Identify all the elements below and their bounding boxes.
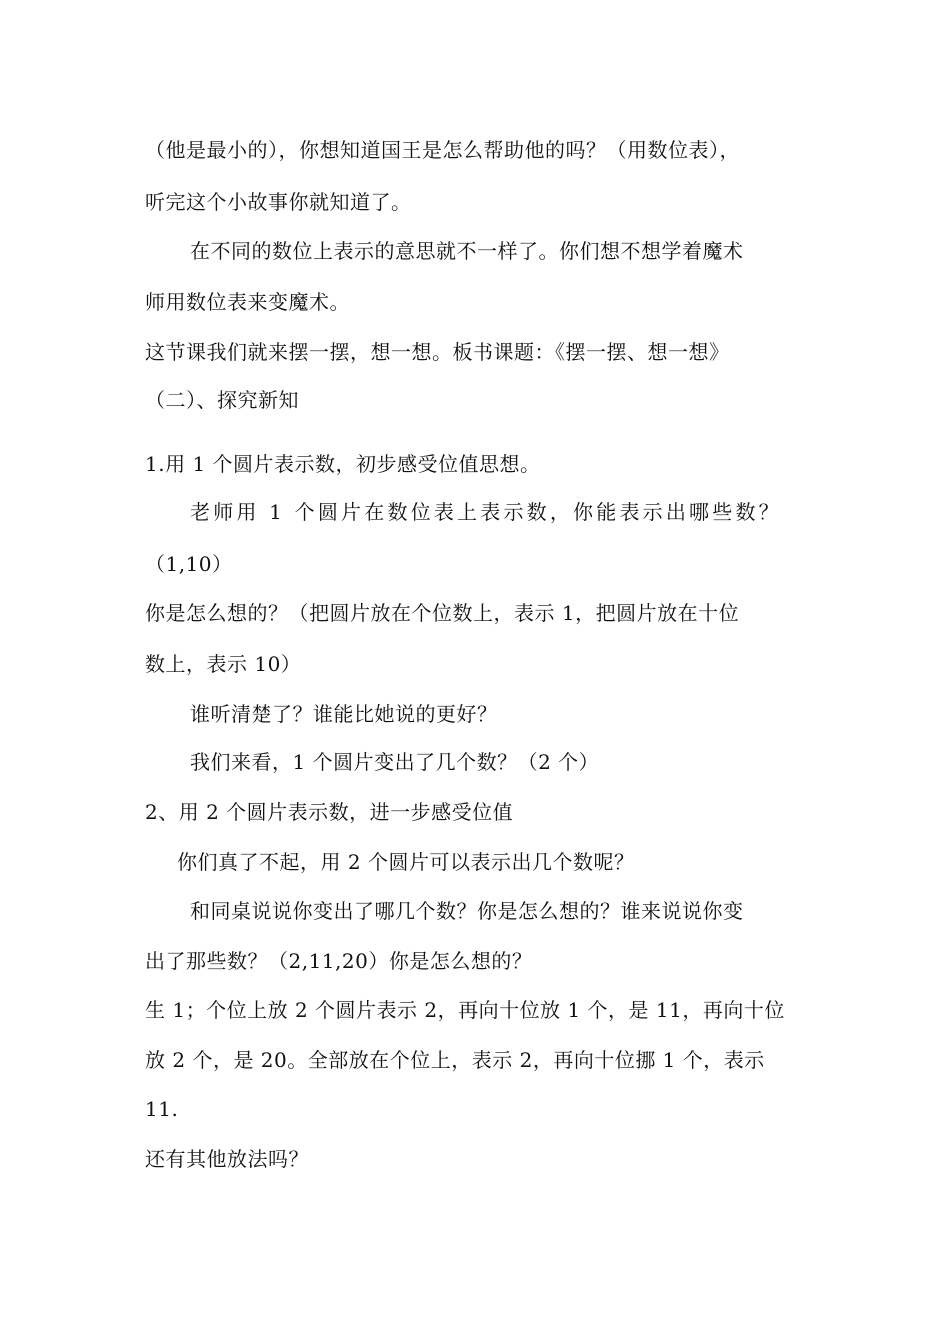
text-line-11: 数上，表示 10） xyxy=(145,652,302,676)
text-line-13: 我们来看，1 个圆片变出了几个数？（2 个） xyxy=(190,750,600,774)
text-line-8: 老师用 1 个圆片在数位表上表示数，你能表示出哪些数？ xyxy=(190,500,782,524)
text-line-3: 在不同的数位上表示的意思就不一样了。你们想不想学着魔术 xyxy=(190,239,744,263)
text-line-19: 放 2 个，是 20。全部放在个位上，表示 2，再向十位挪 1 个，表示 xyxy=(145,1048,765,1072)
text-line-20: 11. xyxy=(145,1097,179,1121)
text-line-17: 出了那些数？（2,11,20）你是怎么想的？ xyxy=(145,949,533,973)
text-line-21: 还有其他放法吗？ xyxy=(145,1147,309,1171)
section-heading: （二）、探究新知 xyxy=(145,388,299,412)
text-line-7: 1.用 1 个圆片表示数，初步感受位值思想。 xyxy=(145,452,541,476)
text-line-5: 这节课我们就来摆一摆，想一想。板书课题：《摆一摆、想一想》 xyxy=(145,340,730,364)
text-line-14: 2、用 2 个圆片表示数，进一步感受位值 xyxy=(145,800,514,824)
text-line-1: （他是最小的），你想知道国王是怎么帮助他的吗？（用数位表）， xyxy=(145,138,740,162)
text-line-15: 你们真了不起，用 2 个圆片可以表示出几个数呢？ xyxy=(177,850,635,874)
text-line-2: 听完这个小故事你就知道了。 xyxy=(145,190,412,214)
text-line-9: （1,10） xyxy=(145,552,233,576)
text-line-4: 师用数位表来变魔术。 xyxy=(145,290,350,314)
text-line-16: 和同桌说说你变出了哪几个数？你是怎么想的？谁来说说你变 xyxy=(190,899,744,923)
text-line-12: 谁听清楚了？谁能比她说的更好？ xyxy=(190,702,498,726)
text-line-10: 你是怎么想的？（把圆片放在个位数上，表示 1，把圆片放在十位 xyxy=(145,601,740,625)
text-line-18: 生 1；个位上放 2 个圆片表示 2，再向十位放 1 个，是 11，再向十位 xyxy=(145,998,785,1022)
